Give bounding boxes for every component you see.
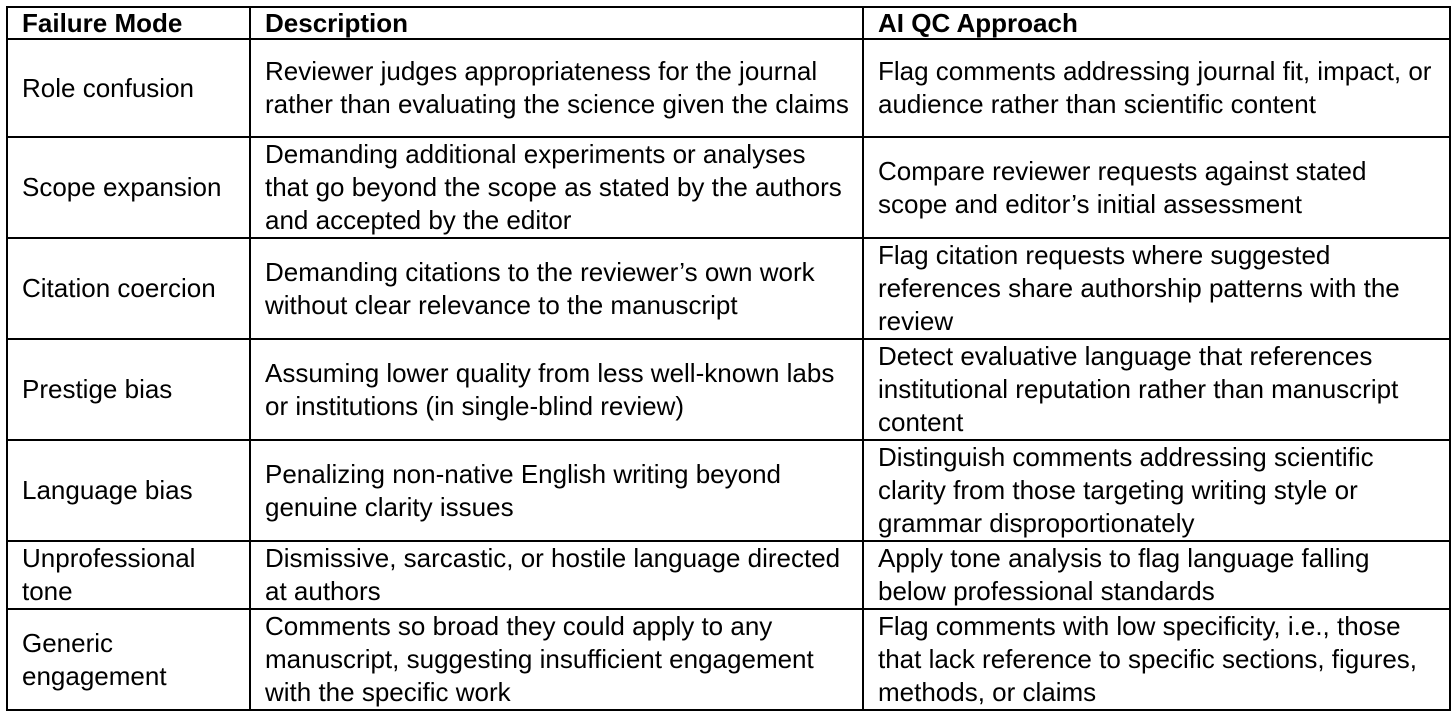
description-cell: Assuming lower quality from less well-known labs or institutions (in single-blind review) (250, 339, 863, 440)
description-cell: Dismissive, sarcastic, or hostile language directed at authors (250, 541, 863, 609)
failure-mode-cell: Citation coercion (7, 238, 250, 339)
description-cell: Penalizing non-native English writing beyond genuine clarity issues (250, 440, 863, 541)
failure-mode-cell: Generic engagement (7, 609, 250, 710)
table-row (7, 39, 1450, 137)
table-row (7, 137, 1450, 238)
table-row (7, 339, 1450, 440)
description-cell: Demanding citations to the reviewer’s own work without clear relevance to the manuscript (250, 238, 863, 339)
approach-cell: Apply tone analysis to flag language falling below professional standards (863, 541, 1450, 609)
header-description: Description (250, 7, 863, 39)
header-failure-mode: Failure Mode (7, 7, 250, 39)
table-row (7, 440, 1450, 541)
approach-cell: Flag comments with low specificity, i.e., those that lack reference to specific sections, figures, methods, or claims (863, 609, 1450, 710)
approach-cell: Flag comments addressing journal fit, impact, or audience rather than scientific content (863, 39, 1450, 137)
description-cell: Demanding additional experiments or analyses that go beyond the scope as stated by the authors and accepted by the editor (250, 137, 863, 238)
approach-cell: Compare reviewer requests against stated scope and editor’s initial assessment (863, 137, 1450, 238)
description-cell: Reviewer judges appropriateness for the journal rather than evaluating the science given the claims (250, 39, 863, 137)
approach-cell: Flag citation requests where suggested references share authorship patterns with the review (863, 238, 1450, 339)
table-row (7, 609, 1450, 710)
header-ai-qc-approach: AI QC Approach (863, 7, 1450, 39)
failure-mode-cell: Scope expansion (7, 137, 250, 238)
description-cell: Comments so broad they could apply to any manuscript, suggesting insufficient engagement with the specific work (250, 609, 863, 710)
table-row (7, 238, 1450, 339)
failure-modes-table (6, 6, 1451, 711)
failure-mode-cell: Prestige bias (7, 339, 250, 440)
approach-cell: Distinguish comments addressing scientific clarity from those targeting writing style or grammar disproportionately (863, 440, 1450, 541)
failure-mode-cell: Language bias (7, 440, 250, 541)
approach-cell: Detect evaluative language that references institutional reputation rather than manuscript content (863, 339, 1450, 440)
failure-mode-cell: Unprofessional tone (7, 541, 250, 609)
table-header-row (7, 7, 1450, 39)
table-row (7, 541, 1450, 609)
failure-mode-cell: Role confusion (7, 39, 250, 137)
